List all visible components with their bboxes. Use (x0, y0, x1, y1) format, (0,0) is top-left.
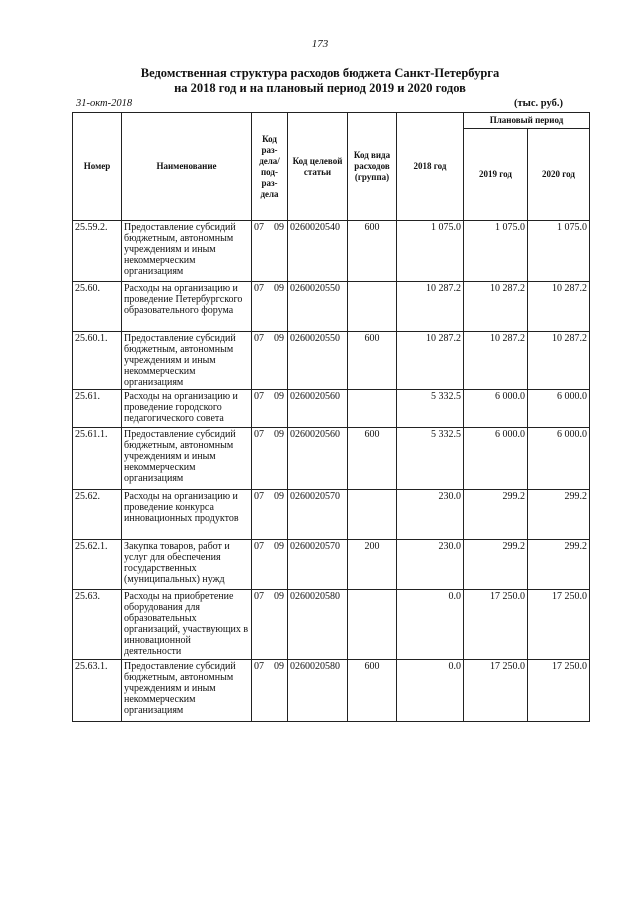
table-header (73, 113, 590, 221)
row-amount-2018: 5 332.5 (397, 428, 464, 490)
header-name: Наименование (122, 113, 252, 221)
row-expense-type (348, 390, 397, 428)
row-section-code (252, 490, 288, 540)
row-target-code: 0260020570 (288, 490, 348, 540)
page-number: 173 (311, 38, 329, 50)
row-target-code: 0260020580 (288, 660, 348, 722)
row-amount-2020: 1 075.0 (528, 221, 590, 282)
header-target-code: Код целевой статьи (288, 113, 348, 221)
row-subsection: 09 (274, 222, 284, 233)
row-section: 07 (254, 222, 264, 233)
row-number: 25.62.1. (73, 540, 122, 590)
title-line-2: на 2018 год и на плановый период 2019 и 2020 годов (174, 81, 466, 95)
row-section: 07 (254, 391, 264, 402)
row-name: Расходы на организацию и проведение городского педагогического совета (122, 390, 252, 428)
header-year-2018: 2018 год (397, 113, 464, 221)
row-amount-2020: 299.2 (528, 490, 590, 540)
table-row (73, 390, 590, 428)
table-row (73, 590, 590, 660)
row-expense-type: 200 (348, 540, 397, 590)
row-amount-2020: 6 000.0 (528, 428, 590, 490)
row-amount-2018: 10 287.2 (397, 282, 464, 332)
row-subsection: 09 (274, 541, 284, 552)
row-target-code: 0260020580 (288, 590, 348, 660)
row-name: Предоставление субсидий бюджетным, автономным учреждениям и иным некоммерческим организациям (122, 660, 252, 722)
row-amount-2019: 1 075.0 (464, 221, 528, 282)
table-row (73, 282, 590, 332)
row-subsection: 09 (274, 283, 284, 294)
row-amount-2019: 6 000.0 (464, 390, 528, 428)
header-expense-type-code: Код вида расходов (группа) (348, 113, 397, 221)
row-number: 25.63. (73, 590, 122, 660)
table-row (73, 332, 590, 390)
row-amount-2018: 0.0 (397, 590, 464, 660)
row-section-code (252, 221, 288, 282)
row-target-code: 0260020550 (288, 332, 348, 390)
row-expense-type: 600 (348, 428, 397, 490)
header-year-2019: 2019 год (464, 129, 528, 221)
table-body (73, 221, 590, 722)
row-amount-2018: 10 287.2 (397, 332, 464, 390)
header-number: Номер (73, 113, 122, 221)
row-section: 07 (254, 591, 264, 602)
row-section-code (252, 332, 288, 390)
row-amount-2020: 17 250.0 (528, 590, 590, 660)
row-amount-2018: 1 075.0 (397, 221, 464, 282)
row-amount-2019: 299.2 (464, 540, 528, 590)
row-name: Закупка товаров, работ и услуг для обеспечения государственных (муниципальных) нужд (122, 540, 252, 590)
row-amount-2020: 10 287.2 (528, 332, 590, 390)
row-name: Предоставление субсидий бюджетным, автономным учреждениям и иным некоммерческим организациям (122, 428, 252, 490)
row-amount-2020: 6 000.0 (528, 390, 590, 428)
row-number: 25.61.1. (73, 428, 122, 490)
row-amount-2020: 10 287.2 (528, 282, 590, 332)
row-expense-type: 600 (348, 332, 397, 390)
row-amount-2020: 17 250.0 (528, 660, 590, 722)
row-subsection: 09 (274, 661, 284, 672)
row-expense-type: 600 (348, 221, 397, 282)
row-amount-2020: 299.2 (528, 540, 590, 590)
row-name: Расходы на организацию и проведение Петербургского образовательного форума (122, 282, 252, 332)
row-section: 07 (254, 429, 264, 440)
row-amount-2019: 6 000.0 (464, 428, 528, 490)
budget-table (72, 112, 590, 722)
table-row (73, 221, 590, 282)
row-subsection: 09 (274, 391, 284, 402)
row-number: 25.60.1. (73, 332, 122, 390)
title-line-1: Ведомственная структура расходов бюджета Санкт-Петербурга (140, 66, 500, 80)
row-amount-2018: 230.0 (397, 490, 464, 540)
row-expense-type: 600 (348, 660, 397, 722)
row-target-code: 0260020550 (288, 282, 348, 332)
row-expense-type (348, 490, 397, 540)
row-section-code (252, 390, 288, 428)
row-section-code (252, 282, 288, 332)
row-number: 25.61. (73, 390, 122, 428)
row-target-code: 0260020570 (288, 540, 348, 590)
row-subsection: 09 (274, 429, 284, 440)
row-expense-type (348, 282, 397, 332)
row-amount-2018: 230.0 (397, 540, 464, 590)
row-amount-2019: 10 287.2 (464, 332, 528, 390)
row-number: 25.60. (73, 282, 122, 332)
document-date: 31-окт-2018 (76, 98, 133, 109)
units-label: (тыс. руб.) (514, 98, 563, 109)
row-number: 25.63.1. (73, 660, 122, 722)
table-row (73, 490, 590, 540)
row-section: 07 (254, 661, 264, 672)
row-section: 07 (254, 541, 264, 552)
header-section-code: Код раз- дела/ под- раз- дела (252, 113, 288, 221)
row-amount-2018: 5 332.5 (397, 390, 464, 428)
row-subsection: 09 (274, 333, 284, 344)
row-amount-2019: 299.2 (464, 490, 528, 540)
row-subsection: 09 (274, 491, 284, 502)
row-amount-2019: 10 287.2 (464, 282, 528, 332)
row-target-code: 0260020560 (288, 390, 348, 428)
header-planned-period: Плановый период (464, 113, 590, 129)
table-row (73, 428, 590, 490)
table-row (73, 660, 590, 722)
row-expense-type (348, 590, 397, 660)
row-amount-2018: 0.0 (397, 660, 464, 722)
row-name: Предоставление субсидий бюджетным, автономным учреждениям и иным некоммерческим организациям (122, 221, 252, 282)
row-amount-2019: 17 250.0 (464, 590, 528, 660)
table-row (73, 540, 590, 590)
row-name: Расходы на приобретение оборудования для образовательных организаций, участвующих в инновационной деятельности (122, 590, 252, 660)
row-section: 07 (254, 491, 264, 502)
row-section: 07 (254, 333, 264, 344)
row-number: 25.62. (73, 490, 122, 540)
row-section-code (252, 428, 288, 490)
row-amount-2019: 17 250.0 (464, 660, 528, 722)
row-section-code (252, 540, 288, 590)
row-target-code: 0260020540 (288, 221, 348, 282)
row-section-code (252, 590, 288, 660)
row-section-code (252, 660, 288, 722)
row-name: Предоставление субсидий бюджетным, автономным учреждениям и иным некоммерческим организациям (122, 332, 252, 390)
row-number: 25.59.2. (73, 221, 122, 282)
row-name: Расходы на организацию и проведение конкурса инновационных продуктов (122, 490, 252, 540)
header-year-2020: 2020 год (528, 129, 590, 221)
row-section: 07 (254, 283, 264, 294)
row-target-code: 0260020560 (288, 428, 348, 490)
row-subsection: 09 (274, 591, 284, 602)
document-title (100, 66, 540, 96)
